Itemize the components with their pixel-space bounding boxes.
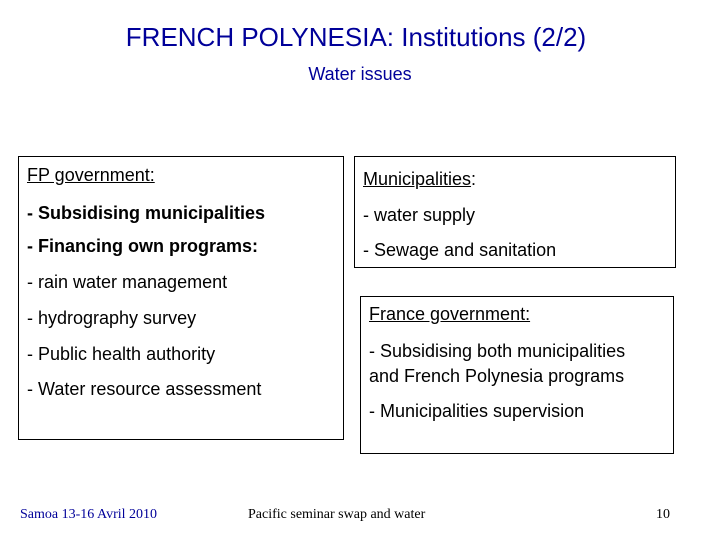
france-government-heading: France government: xyxy=(369,304,531,324)
footer-event: Samoa 13-16 Avril 2010 xyxy=(20,507,158,522)
footer-seminar: Pacific seminar swap and water xyxy=(248,507,426,522)
fp-item-subsidising: - Subsidising municipalities xyxy=(27,203,266,223)
fp-item-public-health: - Public health authority xyxy=(27,344,216,364)
france-item-subsidising-cont: and French Polynesia programs xyxy=(369,366,625,386)
municipalities-heading-colon: : xyxy=(471,169,477,189)
france-item-subsidising: - Subsidising both municipalities xyxy=(369,341,626,361)
fp-item-water-resource: - Water resource assessment xyxy=(27,379,262,399)
municipalities-heading: Municipalities xyxy=(363,169,472,189)
municipalities-item-sewage: - Sewage and sanitation xyxy=(363,240,557,260)
fp-government-heading: FP government: xyxy=(27,165,155,185)
slide-title: FRENCH POLYNESIA: Institutions (2/2) xyxy=(125,22,587,52)
fp-item-financing: - Financing own programs: xyxy=(27,236,259,256)
municipalities-box xyxy=(354,156,676,268)
fp-government-box xyxy=(18,156,344,440)
municipalities-item-water-supply: - water supply xyxy=(363,205,476,225)
page-number: 10 xyxy=(656,507,670,522)
municipalities-heading-line xyxy=(363,169,476,190)
fp-item-rain-water: - rain water management xyxy=(27,272,228,292)
fp-item-hydrography: - hydrography survey xyxy=(27,308,197,328)
france-government-box xyxy=(360,296,674,454)
france-item-supervision: - Municipalities supervision xyxy=(369,401,585,421)
slide-subtitle: Water issues xyxy=(308,64,412,84)
